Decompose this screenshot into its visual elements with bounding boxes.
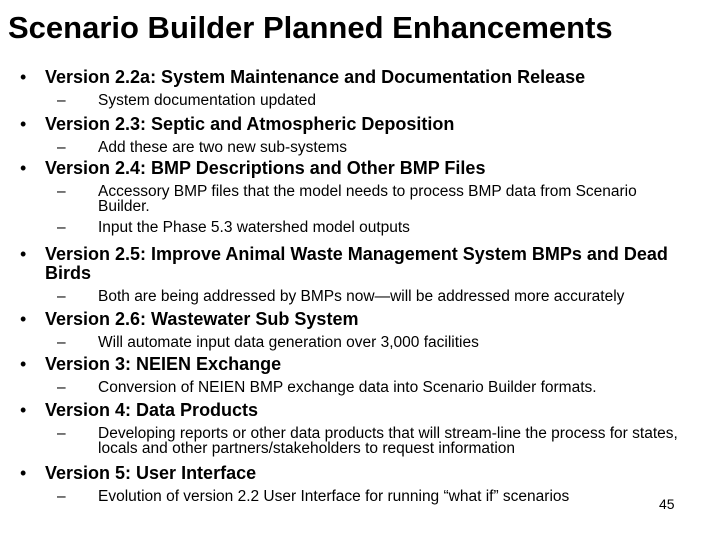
bullet-icon: • [20, 67, 27, 87]
bullet-icon: • [20, 463, 27, 483]
item-detail: Will automate input data generation over 3,000 facilities [98, 334, 479, 351]
item-detail: Evolution of version 2.2 User Interface for running “what if” scenarios [98, 488, 570, 505]
dash-icon: – [57, 288, 66, 305]
item-detail: Developing reports or other data products that will stream-line the process for states, locals and other partners/stakeholders to request information [98, 425, 678, 457]
list-item [20, 68, 710, 108]
dash-icon: – [57, 219, 66, 236]
dash-icon: – [57, 488, 66, 505]
dash-icon: – [57, 425, 66, 442]
list-item [20, 464, 710, 504]
dash-icon: – [57, 92, 66, 109]
bullet-icon: • [20, 158, 27, 178]
item-heading: Version 4: Data Products [45, 400, 259, 420]
list-item [20, 245, 710, 304]
item-heading: Version 2.5: Improve Animal Waste Management System BMPs and Dead Birds [45, 244, 668, 283]
list-item [20, 159, 710, 235]
bullet-icon: • [20, 309, 27, 329]
item-heading: Version 2.6: Wastewater Sub System [45, 309, 359, 329]
item-heading: Version 2.4: BMP Descriptions and Other BMP Files [45, 158, 486, 178]
item-heading: Version 2.3: Septic and Atmospheric Deposition [45, 114, 455, 134]
dash-icon: – [57, 183, 66, 200]
dash-icon: – [57, 334, 66, 351]
dash-icon: – [57, 139, 66, 156]
dash-icon: – [57, 379, 66, 396]
bullet-icon: • [20, 114, 27, 134]
item-detail: Both are being addressed by BMPs now—will be addressed more accurately [98, 288, 625, 305]
item-detail: Accessory BMP files that the model needs to process BMP data from Scenario Builder. [98, 183, 637, 215]
bullet-icon: • [20, 400, 27, 420]
item-heading: Version 2.2a: System Maintenance and Documentation Release [45, 67, 586, 87]
item-detail: Add these are two new sub-systems [98, 139, 347, 156]
item-detail: Conversion of NEIEN BMP exchange data into Scenario Builder formats. [98, 379, 597, 396]
bullet-icon: • [20, 244, 27, 264]
list-item [20, 401, 710, 456]
bullet-icon: • [20, 354, 27, 374]
item-heading: Version 5: User Interface [45, 463, 257, 483]
list-item [20, 310, 710, 350]
item-detail: System documentation updated [98, 92, 316, 109]
item-heading: Version 3: NEIEN Exchange [45, 354, 282, 374]
list-item [20, 355, 710, 395]
item-detail: Input the Phase 5.3 watershed model outputs [98, 219, 410, 236]
slide-title: Scenario Builder Planned Enhancements [8, 10, 613, 45]
page-number: 45 [659, 496, 675, 512]
list-item [20, 115, 710, 155]
